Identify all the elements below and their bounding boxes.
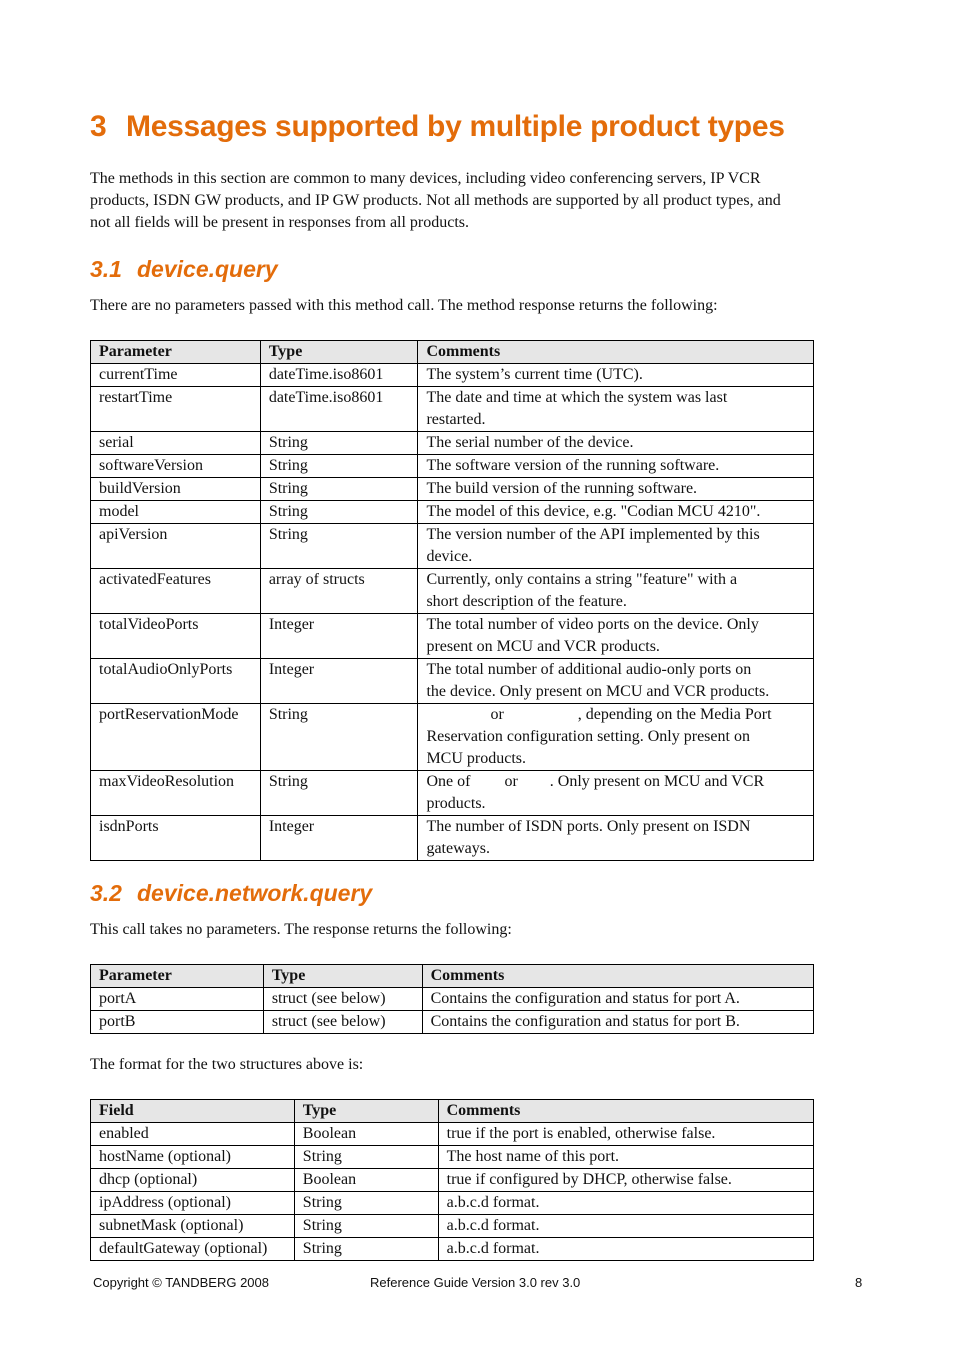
subsection-number: 3.2 — [90, 880, 122, 906]
subsection-heading-device-query — [90, 256, 278, 283]
table-row — [91, 816, 814, 861]
table-row — [91, 478, 814, 501]
table-row — [91, 988, 814, 1011]
type-cell: dateTime.iso8601 — [260, 387, 418, 432]
table-row — [91, 614, 814, 659]
comment-line: The date and time at which the system was last — [426, 389, 728, 406]
param-cell: totalAudioOnlyPorts — [91, 659, 261, 704]
comment-rest: . Only present on MCU and VCR — [549, 773, 765, 790]
comment-cell: a.b.c.d format. — [438, 1215, 813, 1238]
type-cell: struct (see below) — [263, 988, 422, 1011]
comment-cell — [418, 432, 814, 455]
table-row — [91, 569, 814, 614]
table-row — [91, 501, 814, 524]
footer-guide-version: Reference Guide Version 3.0 rev 3.0 — [370, 1275, 581, 1290]
type-cell: Boolean — [294, 1123, 438, 1146]
comment-line — [426, 771, 805, 793]
comment-line: present on MCU and VCR products. — [426, 638, 660, 655]
table-row — [91, 704, 814, 771]
comment-cell — [418, 387, 814, 432]
comment-line: The build version of the running software. — [426, 480, 698, 497]
comment-line — [426, 704, 805, 726]
type-cell: array of structs — [260, 569, 418, 614]
param-cell: softwareVersion — [91, 455, 261, 478]
subsection-number: 3.1 — [90, 256, 122, 282]
comment-line: Reservation configuration setting. Only present on — [426, 728, 750, 745]
type-cell: Integer — [260, 614, 418, 659]
comment-line: device. — [426, 548, 473, 565]
param-cell: maxVideoResolution — [91, 771, 261, 816]
section-number: 3 — [90, 110, 107, 143]
type-cell: String — [294, 1238, 438, 1261]
comment-cell — [418, 501, 814, 524]
comment-cell: true if the port is enabled, otherwise false. — [438, 1123, 813, 1146]
comment-cell: The host name of this port. — [438, 1146, 813, 1169]
table-row — [91, 1011, 814, 1034]
comment-rest: , depending on the Media Port — [577, 706, 772, 723]
param-cell: currentTime — [91, 364, 261, 387]
comment-line: Currently, only contains a string "feature" with a — [426, 571, 738, 588]
comment-cell: Contains the configuration and status for port A. — [422, 988, 813, 1011]
table-row — [91, 455, 814, 478]
section-heading — [90, 110, 785, 144]
comment-line: The version number of the API implemented by this — [426, 526, 760, 543]
table-row — [91, 387, 814, 432]
param-cell: buildVersion — [91, 478, 261, 501]
struct-fields-table — [90, 1099, 814, 1261]
comment-cell — [418, 455, 814, 478]
device-query-intro — [90, 295, 860, 317]
type-cell: Integer — [260, 659, 418, 704]
param-cell: totalVideoPorts — [91, 614, 261, 659]
header-parameter: Parameter — [91, 341, 261, 364]
type-cell: String — [260, 455, 418, 478]
comment-cell — [418, 771, 814, 816]
comment-line: MCU products. — [426, 750, 527, 767]
intro-text: The format for the two structures above is: — [90, 1056, 364, 1073]
table-header-row — [91, 1100, 814, 1123]
comment-cell: a.b.c.d format. — [438, 1192, 813, 1215]
header-field: Field — [91, 1100, 295, 1123]
header-type: Type — [294, 1100, 438, 1123]
type-cell: String — [260, 478, 418, 501]
comment-cell — [418, 569, 814, 614]
table-row — [91, 1215, 814, 1238]
table-row — [91, 1238, 814, 1261]
param-cell: portReservationMode — [91, 704, 261, 771]
param-cell: portA — [91, 988, 264, 1011]
comment-cell — [418, 704, 814, 771]
device-network-query-table — [90, 964, 814, 1034]
table-row — [91, 659, 814, 704]
table-row — [91, 1169, 814, 1192]
param-cell: portB — [91, 1011, 264, 1034]
header-parameter: Parameter — [91, 965, 264, 988]
type-cell: String — [260, 704, 418, 771]
field-cell: ipAddress (optional) — [91, 1192, 295, 1215]
header-type: Type — [260, 341, 418, 364]
type-cell: struct (see below) — [263, 1011, 422, 1034]
comment-cell — [418, 816, 814, 861]
table-header-row — [91, 965, 814, 988]
device-query-table — [90, 340, 814, 861]
subsection-title: device.network.query — [137, 880, 373, 906]
comment-or: or — [490, 706, 504, 723]
type-cell: String — [260, 524, 418, 569]
field-cell: subnetMask (optional) — [91, 1215, 295, 1238]
comment-cell — [418, 614, 814, 659]
comment-or: or — [504, 773, 518, 790]
subsection-title: device.query — [137, 256, 278, 282]
comment-line: The serial number of the device. — [426, 434, 634, 451]
param-cell: serial — [91, 432, 261, 455]
comment-cell: a.b.c.d format. — [438, 1238, 813, 1261]
type-cell: Boolean — [294, 1169, 438, 1192]
comment-lead: One of — [426, 773, 471, 790]
intro-line: not all fields will be present in responses from all products. — [90, 214, 470, 231]
header-type: Type — [263, 965, 422, 988]
field-cell: enabled — [91, 1123, 295, 1146]
field-cell: defaultGateway (optional) — [91, 1238, 295, 1261]
comment-cell — [418, 364, 814, 387]
param-cell: restartTime — [91, 387, 261, 432]
intro-line: products, ISDN GW products, and IP GW products. Not all methods are supported by all product types, and — [90, 192, 781, 209]
table-row — [91, 1146, 814, 1169]
footer-copyright: Copyright © TANDBERG 2008 — [93, 1275, 270, 1290]
comment-cell: Contains the configuration and status for port B. — [422, 1011, 813, 1034]
type-cell: String — [260, 501, 418, 524]
table-row — [91, 1123, 814, 1146]
section-intro — [90, 168, 860, 234]
section-title: Messages supported by multiple product types — [126, 110, 785, 143]
header-comments: Comments — [438, 1100, 813, 1123]
comment-line: short description of the feature. — [426, 593, 627, 610]
comment-line: The system’s current time (UTC). — [426, 366, 643, 383]
table-header-row — [91, 341, 814, 364]
param-cell: isdnPorts — [91, 816, 261, 861]
footer-page-number: 8 — [855, 1275, 863, 1290]
comment-line: the device. Only present on MCU and VCR products. — [426, 683, 770, 700]
field-cell: dhcp (optional) — [91, 1169, 295, 1192]
comment-line: gateways. — [426, 840, 490, 857]
type-cell: Integer — [260, 816, 418, 861]
comment-cell — [418, 524, 814, 569]
type-cell: dateTime.iso8601 — [260, 364, 418, 387]
comment-cell — [418, 659, 814, 704]
intro-text: There are no parameters passed with this method call. The method response returns the following: — [90, 297, 718, 314]
type-cell: String — [294, 1192, 438, 1215]
header-comments: Comments — [418, 341, 814, 364]
param-cell: model — [91, 501, 261, 524]
type-cell: String — [260, 432, 418, 455]
param-cell: apiVersion — [91, 524, 261, 569]
type-cell: String — [294, 1146, 438, 1169]
table-row — [91, 1192, 814, 1215]
comment-line: The model of this device, e.g. "Codian MCU 4210". — [426, 503, 761, 520]
intro-text: This call takes no parameters. The response returns the following: — [90, 921, 512, 938]
format-intro — [90, 1054, 860, 1076]
table-row — [91, 364, 814, 387]
comment-line: products. — [426, 795, 486, 812]
header-comments: Comments — [422, 965, 813, 988]
type-cell: String — [260, 771, 418, 816]
table-row — [91, 771, 814, 816]
intro-line: The methods in this section are common to many devices, including video conferencing servers, IP VCR — [90, 170, 761, 187]
table-row — [91, 432, 814, 455]
table-row — [91, 524, 814, 569]
comment-line: The total number of additional audio-only ports on — [426, 661, 752, 678]
device-network-query-intro — [90, 919, 860, 941]
type-cell: String — [294, 1215, 438, 1238]
comment-line: The number of ISDN ports. Only present on ISDN — [426, 818, 751, 835]
comment-line: restarted. — [426, 411, 486, 428]
param-cell: activatedFeatures — [91, 569, 261, 614]
subsection-heading-device-network-query — [90, 880, 372, 907]
comment-cell: true if configured by DHCP, otherwise false. — [438, 1169, 813, 1192]
comment-line: The total number of video ports on the device. Only — [426, 616, 759, 633]
comment-line: The software version of the running software. — [426, 457, 720, 474]
field-cell: hostName (optional) — [91, 1146, 295, 1169]
comment-cell — [418, 478, 814, 501]
